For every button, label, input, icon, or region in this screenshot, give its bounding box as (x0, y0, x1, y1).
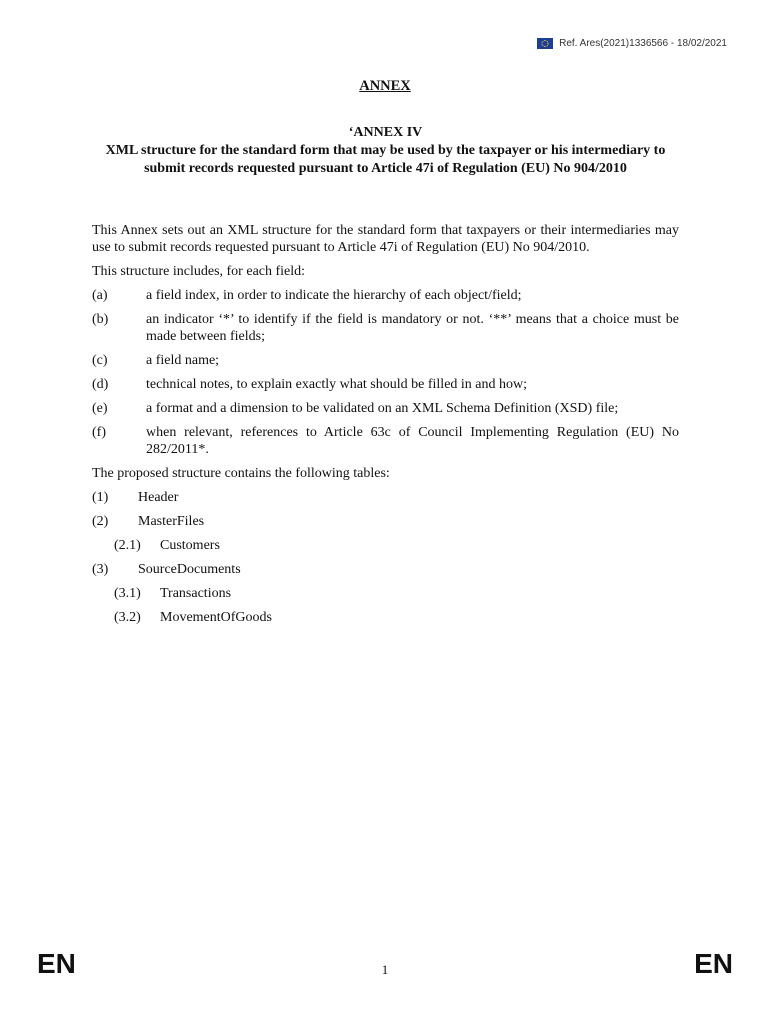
table-name: MovementOfGoods (160, 610, 272, 625)
reference-text: Ref. Ares(2021)1336566 - 18/02/2021 (559, 38, 727, 49)
list-item-label: (b) (92, 312, 109, 327)
annex-heading (92, 124, 679, 178)
intro-paragraph: This Annex sets out an XML structure for the standard form that taxpayers or their intermediaries may use to submit records requested pursuant to Article 47i of Regulation (EU) No 904/2010. (92, 223, 679, 255)
table-name: Customers (160, 538, 220, 553)
table-label: (2) (92, 514, 109, 529)
table-list-subitem-movementofgoods (114, 609, 679, 626)
table-label: (3.1) (114, 586, 141, 601)
language-code-left: EN (37, 948, 76, 979)
table-list-subitem-customers (114, 537, 679, 554)
annex-heading-title: XML structure for the standard form that may be used by the taxpayer or his intermediary to submit records requested pursuant to Article 47i of Regulation (EU) No 904/2010 (105, 143, 666, 176)
document-body (92, 222, 679, 633)
structure-intro: This structure includes, for each field: (92, 264, 306, 279)
list-item-label: (f) (92, 425, 106, 440)
list-item-text: a field index, in order to indicate the hierarchy of each object/field; (146, 288, 522, 303)
table-list-item-header (92, 489, 679, 506)
eu-flag-icon (537, 38, 553, 49)
document-reference (537, 38, 727, 49)
annex-heading-number: ‘ANNEX IV (348, 125, 423, 140)
annex-title: ANNEX (359, 78, 411, 94)
list-item (92, 352, 679, 369)
list-item-label: (e) (92, 401, 108, 416)
list-item (92, 287, 679, 304)
list-item (92, 376, 679, 393)
table-label: (3.2) (114, 610, 141, 625)
page-number: 1 (381, 962, 389, 977)
table-name: Transactions (160, 586, 232, 601)
list-item-label: (d) (92, 377, 109, 392)
table-list-item-masterfiles (92, 513, 679, 530)
table-name: Header (138, 490, 179, 505)
list-item (92, 424, 679, 458)
table-label: (2.1) (114, 538, 141, 553)
table-list-item-sourcedocuments (92, 561, 679, 578)
list-item-label: (a) (92, 288, 108, 303)
list-item-text: technical notes, to explain exactly what should be filled in and how; (146, 377, 528, 392)
table-name: MasterFiles (138, 514, 205, 529)
list-item-text: a field name; (146, 353, 220, 368)
list-item-label: (c) (92, 353, 108, 368)
language-code-right: EN (694, 948, 733, 979)
list-item-text: when relevant, references to Article 63c of Council Implementing Regulation (EU) No 282/2011*. (146, 425, 679, 457)
list-item-text: an indicator ‘*’ to identify if the field is mandatory or not. ‘**’ means that a choice must be made between fields; (146, 312, 679, 344)
tables-intro: The proposed structure contains the following tables: (92, 466, 390, 481)
table-label: (1) (92, 490, 109, 505)
list-item-text: a format and a dimension to be validated on an XML Schema Definition (XSD) file; (146, 401, 619, 416)
table-list-subitem-transactions (114, 585, 679, 602)
table-name: SourceDocuments (138, 562, 241, 577)
list-item (92, 311, 679, 345)
list-item (92, 400, 679, 417)
table-label: (3) (92, 562, 109, 577)
